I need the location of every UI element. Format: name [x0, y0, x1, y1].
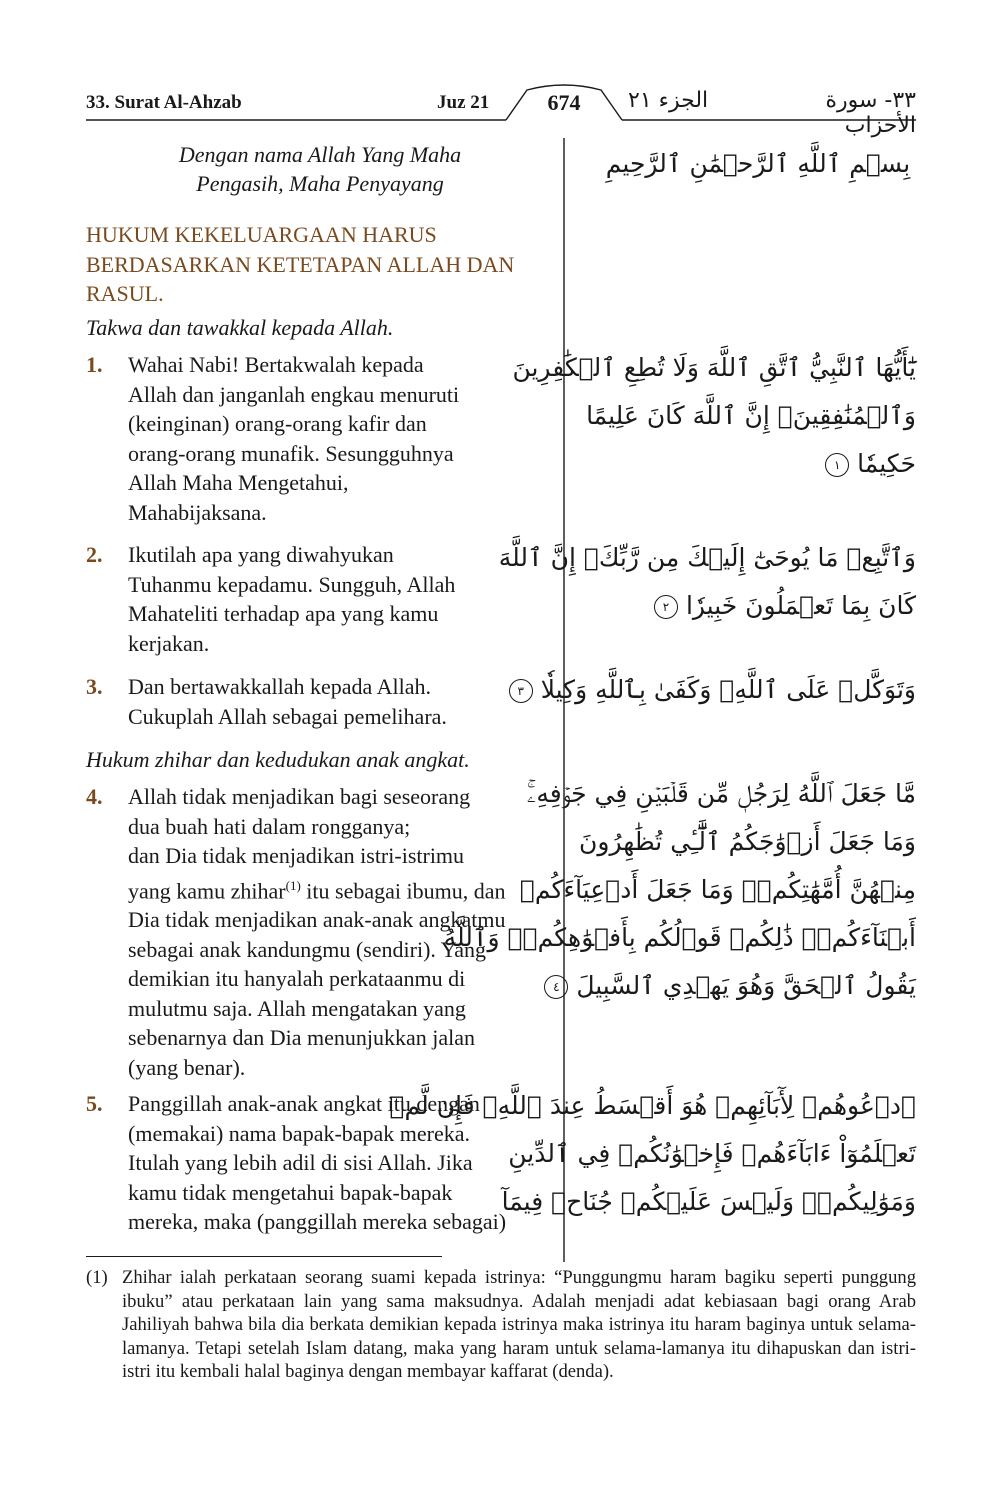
juz-label-latin: Juz 21	[437, 92, 490, 113]
section-subheading: Takwa dan tawakkal kepada Allah.	[86, 315, 394, 340]
verse-2-arabic: وَٱتَّبِعۡ مَا يُوحَىٰٓ إِلَيۡكَ مِن رَّبِّكَۚ إِنَّ ٱللَّهَ كَانَ بِمَا تَعۡمَلُونَ خَبِيرٗا ٢	[498, 543, 916, 620]
verse-number: 5.	[86, 1091, 103, 1116]
verse-5-translation: 5. Panggillah anak-anak angkat itu dengan (memakai) nama bapak-bapak mereka. Itulah yang lebih adil di sisi Allah. Jika kamu tidak mengetahui bapak-bapak mereka, maka (panggillah mereka sebagai)	[86, 1089, 551, 1237]
verse-end-mark: ٤	[544, 975, 568, 999]
footnote-text: Zhihar ialah perkataan seorang suami kepada istrinya: “Punggungmu haram bagiku seperti punggung ibuku” atau perkataan lain yang sama maksudnya. Adalah menjadi adat kebiasaan bagi orang Arab Jahiliyah bahwa bila dia berkata demikian kepada istrinya maka istrinya itu haram baginya untuk selama-lamanya. Tetapi setelah Islam datang, maka yang haram untuk selama-lamanya itu dihapuskan dan istri-istri itu kembali halal baginya dengan membayar kaffarat (denda).	[122, 1267, 916, 1382]
basmala-arabic: بِسۡمِ ٱللَّهِ ٱلرَّحۡمَٰنِ ٱلرَّحِيمِ	[605, 149, 911, 178]
verse-2-translation: 2. Ikutilah apa yang diwahyukan Tuhanmu kepadamu. Sungguh, Allah Mahateliti terhadap apa yang kamu kerjakan.	[86, 540, 551, 658]
footnote-reference: (1)	[285, 877, 301, 893]
verse-1-arabic: يَٰٓأَيُّهَا ٱلنَّبِيُّ ٱتَّقِ ٱللَّهَ وَلَا تُطِعِ ٱلۡكَٰفِرِينَ وَٱلۡمُنَٰفِقِينَۚ إِنَّ ٱللَّهَ كَانَ عَلِيمًا حَكِيمٗا ١	[512, 353, 916, 478]
page-number: 674	[547, 90, 581, 115]
verse-end-mark: ٣	[509, 679, 533, 703]
basmala-translation: Dengan nama Allah Yang Maha Pengasih, Maha Penyayang	[178, 142, 462, 196]
verse-number: 4.	[86, 784, 103, 809]
verse-end-mark: ١	[825, 453, 849, 477]
verse-end-mark: ٢	[654, 595, 678, 619]
verse-1-translation: 1. Wahai Nabi! Bertakwalah kepada Allah dan janganlah engkau menuruti (keinginan) orang-orang kafir dan orang-orang munafik. Sesungguhnya Allah Maha Mengetahui, Mahabijaksana.	[86, 350, 551, 527]
surah-title-latin: 33. Surat Al-Ahzab	[86, 92, 242, 113]
footnote-divider	[86, 1256, 442, 1257]
footnote-mark: (1)	[86, 1267, 108, 1288]
verse-4-translation: 4. Allah tidak menjadikan bagi seseorang dua buah hati dalam rongganya; dan Dia tidak menjadikan istri-istrimu yang kamu zhihar$^{(1)}$ itu sebagai ibumu, dan Dia tidak menjadikan anak-anak angkatmu sebagai anak kandungmu (sendiri). Yang demikian itu hanyalah perkataanmu di mulutmu saja. Allah mengatakan yang sebenarnya dan Dia menunjukkan jalan (yang benar).	[86, 782, 551, 1082]
juz-label-arabic: الجزء ٢١	[628, 88, 709, 113]
verse-number: 3.	[86, 674, 103, 699]
verse-3-translation: 3. Dan bertawakkallah kepada Allah. Cukuplah Allah sebagai pemelihara.	[86, 672, 551, 731]
section-heading: HUKUM KEKELUARGAAN HARUS BERDASARKAN KETETAPAN ALLAH DAN RASUL.	[86, 222, 515, 306]
verse-number: 2.	[86, 542, 103, 567]
verse-4-arabic: مَّا جَعَلَ ٱللَّهُ لِرَجُلٖ مِّن قَلۡبَيۡنِ فِي جَوۡفِهِۦۚ وَمَا جَعَلَ أَزۡوَٰجَكُمُ ٱلَّٰٓـِٔي تُظَٰهِرُونَ مِنۡهُنَّ أُمَّهَٰتِكُمۡۚ وَمَا جَعَلَ أَدۡعِيَآءَكُمۡ أَبۡنَآءَكُمۡۚ ذَٰلِكُمۡ قَوۡلُكُم بِأَفۡوَٰهِكُمۡۖ وَٱللَّهُ يَقُولُ ٱلۡحَقَّ وَهُوَ يَهۡدِي ٱلسَّبِيلَ ٤	[443, 779, 916, 1000]
footnote	[86, 1266, 916, 1384]
verse-number: 1.	[86, 352, 103, 377]
verse-5-arabic: ٱدۡعُوهُمۡ لِأٓبَآئِهِمۡ هُوَ أَقۡسَطُ عِندَ ٱللَّهِۚ فَإِن لَّمۡ تَعۡلَمُوٓاْ ءَابَآءَهُمۡ فَإِخۡوَٰنُكُمۡ فِي ٱلدِّينِ وَمَوَٰلِيكُمۡۚ وَلَيۡسَ عَلَيۡكُمۡ جُنَاحٞ فِيمَآ	[389, 1091, 916, 1216]
verse-3-arabic: وَتَوَكَّلۡ عَلَى ٱللَّهِۚ وَكَفَىٰ بِٱللَّهِ وَكِيلٗا ٣	[600, 666, 916, 714]
section-subheading: Hukum zhihar dan kedudukan anak angkat.	[86, 747, 470, 772]
surah-title-arabic: ٣٣- سورة الأحزاب	[825, 88, 916, 138]
